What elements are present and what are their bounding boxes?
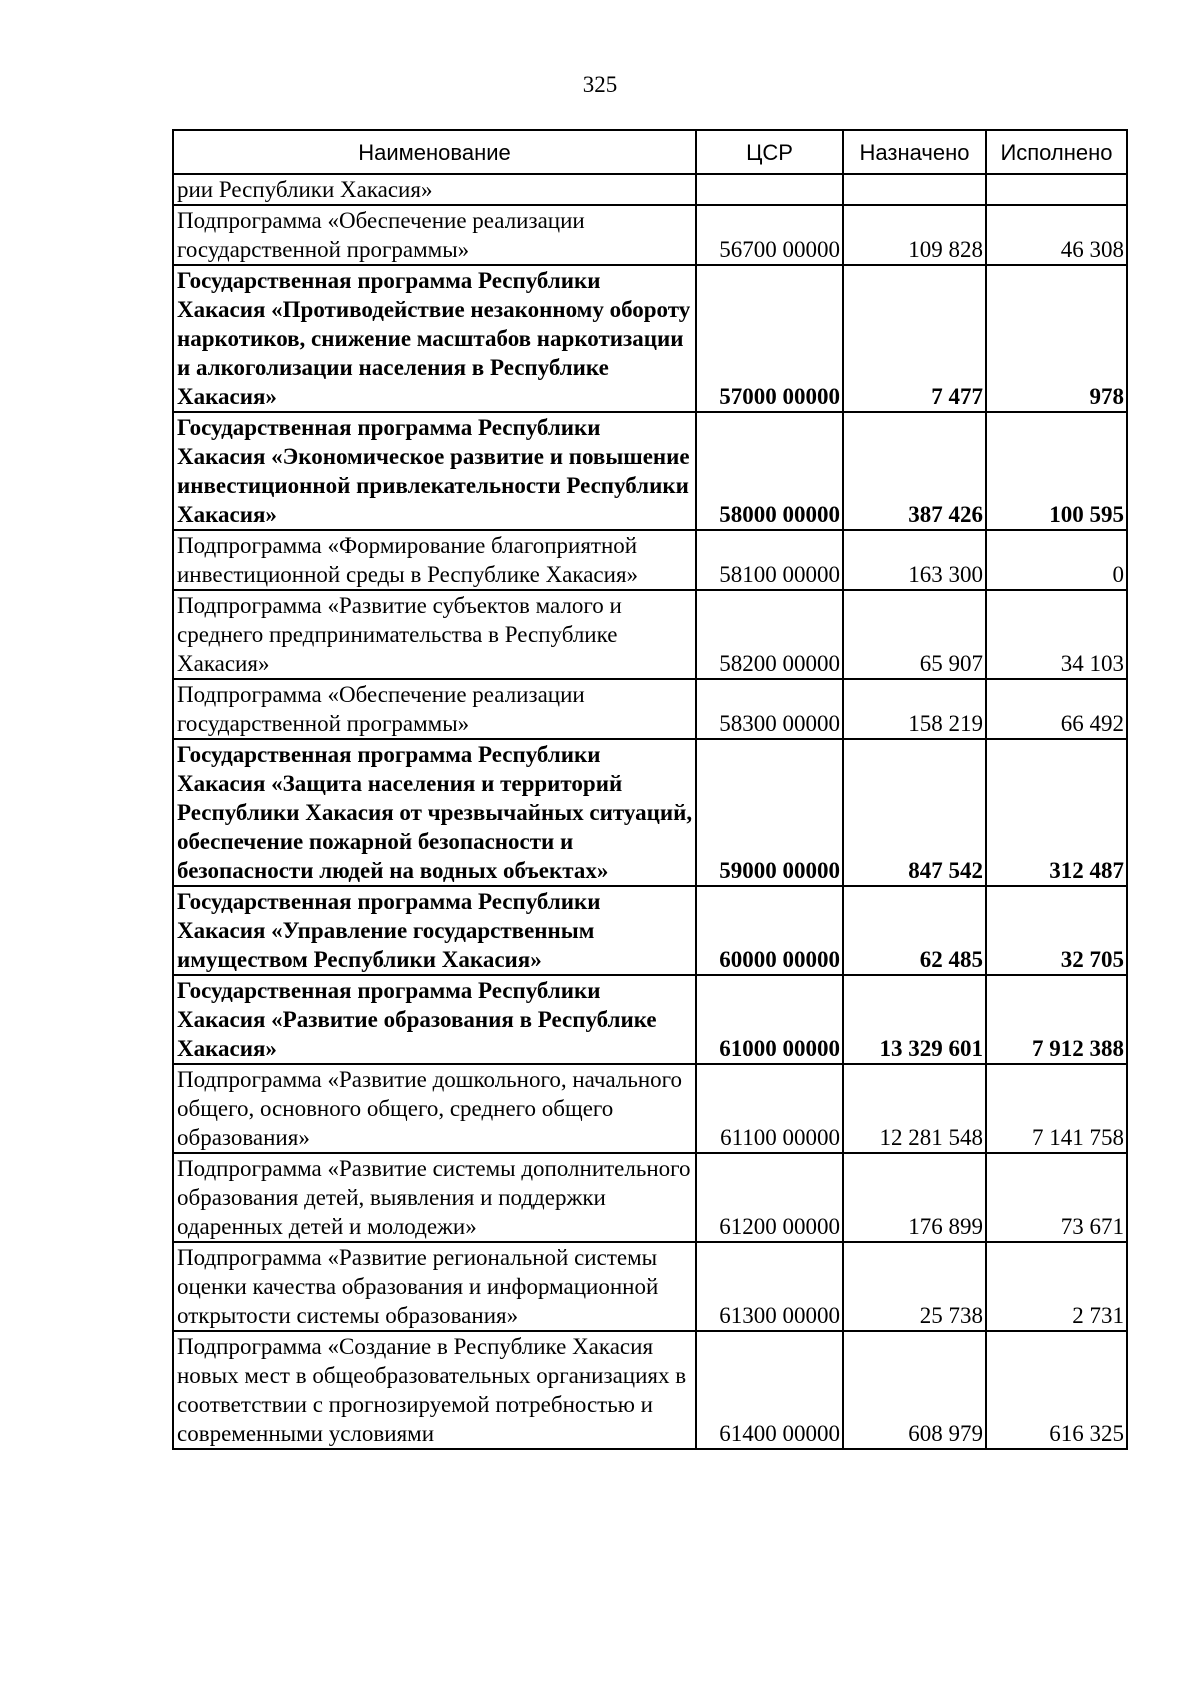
row-assigned: 608 979: [843, 1331, 986, 1449]
row-csr: 57000 00000: [696, 265, 843, 412]
table-row: [173, 1153, 1127, 1242]
row-name: Подпрограмма «Обеспечение реализации государственной программы»: [173, 679, 696, 739]
row-csr: 58300 00000: [696, 679, 843, 739]
row-name: Подпрограмма «Развитие региональной системы оценки качества образования и информационной открытости системы образования»: [173, 1242, 696, 1331]
row-executed: 66 492: [986, 679, 1127, 739]
row-name: Государственная программа Республики Хакасия «Защита населения и территорий Республики Хакасия от чрезвычайных ситуаций, обеспечение пожарной безопасности и безопасности людей на водных объектах»: [173, 739, 696, 886]
row-name: Государственная программа Республики Хакасия «Экономическое развитие и повышение инвестиционной привлекательности Республики Хакасия»: [173, 412, 696, 530]
table-row: [173, 590, 1127, 679]
row-executed: 73 671: [986, 1153, 1127, 1242]
row-assigned: 65 907: [843, 590, 986, 679]
table-row: [173, 412, 1127, 530]
row-assigned: 847 542: [843, 739, 986, 886]
budget-table: [172, 129, 1128, 1450]
row-csr: 61200 00000: [696, 1153, 843, 1242]
row-executed: 100 595: [986, 412, 1127, 530]
row-csr: 59000 00000: [696, 739, 843, 886]
header-executed: Исполнено: [986, 130, 1127, 174]
row-executed: 978: [986, 265, 1127, 412]
table-row: [173, 265, 1127, 412]
row-executed: 0: [986, 530, 1127, 590]
row-name: Подпрограмма «Развитие системы дополнительного образования детей, выявления и поддержки одаренных детей и молодежи»: [173, 1153, 696, 1242]
row-csr: 58200 00000: [696, 590, 843, 679]
header-csr: ЦСР: [696, 130, 843, 174]
row-csr: 61400 00000: [696, 1331, 843, 1449]
row-assigned: 13 329 601: [843, 975, 986, 1064]
table-row: [173, 1242, 1127, 1331]
row-csr: 60000 00000: [696, 886, 843, 975]
row-executed: 7 141 758: [986, 1064, 1127, 1153]
row-executed: 312 487: [986, 739, 1127, 886]
table-body: [173, 174, 1127, 1449]
row-name: Подпрограмма «Создание в Республике Хакасия новых мест в общеобразовательных организациях в соответствии с прогнозируемой потребностью и современными условиями: [173, 1331, 696, 1449]
row-csr: 61300 00000: [696, 1242, 843, 1331]
table-row: [173, 975, 1127, 1064]
row-csr: 61000 00000: [696, 975, 843, 1064]
row-assigned: 176 899: [843, 1153, 986, 1242]
row-assigned: 12 281 548: [843, 1064, 986, 1153]
row-assigned: 25 738: [843, 1242, 986, 1331]
row-executed: [986, 174, 1127, 205]
row-assigned: 62 485: [843, 886, 986, 975]
row-assigned: 109 828: [843, 205, 986, 265]
table-row: [173, 205, 1127, 265]
row-csr: [696, 174, 843, 205]
row-assigned: [843, 174, 986, 205]
row-executed: 46 308: [986, 205, 1127, 265]
table-row: [173, 1331, 1127, 1449]
row-csr: 58100 00000: [696, 530, 843, 590]
table-row: [173, 1064, 1127, 1153]
table-row: [173, 679, 1127, 739]
table-row: [173, 739, 1127, 886]
header-row: [173, 130, 1127, 174]
row-executed: 7 912 388: [986, 975, 1127, 1064]
row-name: Подпрограмма «Формирование благоприятной инвестиционной среды в Республике Хакасия»: [173, 530, 696, 590]
table-row: [173, 174, 1127, 205]
row-executed: 616 325: [986, 1331, 1127, 1449]
table-row: [173, 530, 1127, 590]
page-number: 325: [582, 72, 618, 97]
row-executed: 2 731: [986, 1242, 1127, 1331]
row-name: Государственная программа Республики Хакасия «Противодействие незаконному обороту наркотиков, снижение масштабов наркотизации и алкоголизации населения в Республике Хакасия»: [173, 265, 696, 412]
row-assigned: 158 219: [843, 679, 986, 739]
header-name: Наименование: [173, 130, 696, 174]
row-name: Подпрограмма «Обеспечение реализации государственной программы»: [173, 205, 696, 265]
row-assigned: 387 426: [843, 412, 986, 530]
table-row: [173, 886, 1127, 975]
header-assigned: Назначено: [843, 130, 986, 174]
row-csr: 61100 00000: [696, 1064, 843, 1153]
row-name: Государственная программа Республики Хакасия «Управление государственным имуществом Республики Хакасия»: [173, 886, 696, 975]
row-name: рии Республики Хакасия»: [173, 174, 696, 205]
row-name: Подпрограмма «Развитие дошкольного, начального общего, основного общего, среднего общего образования»: [173, 1064, 696, 1153]
row-assigned: 163 300: [843, 530, 986, 590]
row-executed: 34 103: [986, 590, 1127, 679]
row-name: Государственная программа Республики Хакасия «Развитие образования в Республике Хакасия»: [173, 975, 696, 1064]
row-executed: 32 705: [986, 886, 1127, 975]
row-name: Подпрограмма «Развитие субъектов малого и среднего предпринимательства в Республике Хакасия»: [173, 590, 696, 679]
row-assigned: 7 477: [843, 265, 986, 412]
table-header: [173, 130, 1127, 174]
row-csr: 58000 00000: [696, 412, 843, 530]
row-csr: 56700 00000: [696, 205, 843, 265]
